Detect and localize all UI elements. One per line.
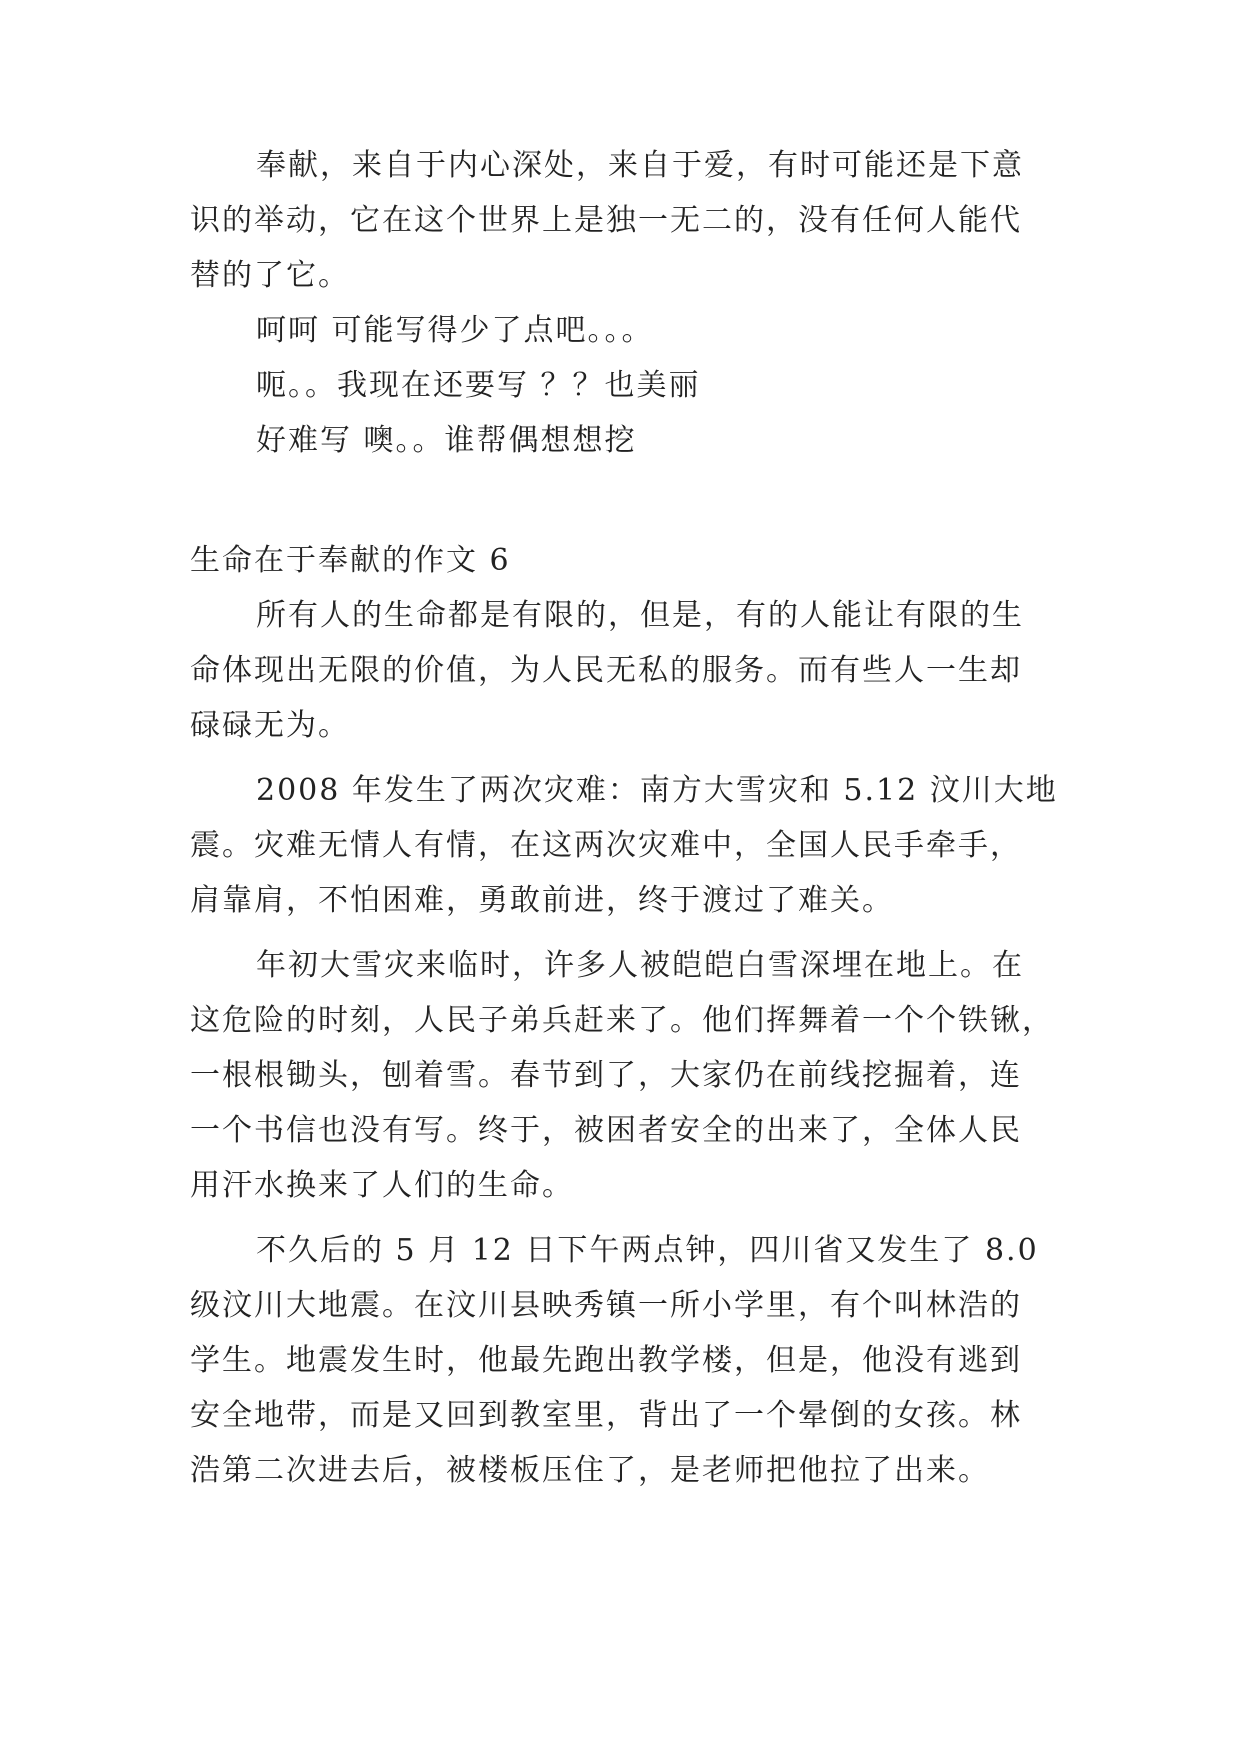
paragraph-line: 肩靠肩，不怕困难，勇敢前进，终于渡过了难关。 [190, 883, 894, 918]
paragraph-line: 识的举动，它在这个世界上是独一无二的，没有任何人能代 [190, 203, 1022, 238]
paragraph-line: 呃。。我现在还要写 ？？也美丽 [256, 368, 701, 403]
paragraph-line: 2008 年发生了两次灾难：南方大雪灾和 5.12 汶川大地 [256, 773, 1058, 808]
paragraph-line: 年初大雪灾来临时，许多人被皑皑白雪深埋在地上。在 [256, 948, 1024, 983]
paragraph-line: 级汶川大地震。在汶川县映秀镇一所小学里，有个叫林浩的 [190, 1288, 1022, 1323]
paragraph-line: 用汗水换来了人们的生命。 [190, 1168, 574, 1203]
paragraph-line: 碌碌无为。 [190, 708, 350, 743]
paragraph-line: 奉献，来自于内心深处，来自于爱，有时可能还是下意 [256, 148, 1024, 183]
paragraph-line: 替的了它。 [190, 258, 350, 293]
paragraph-line: 学生。地震发生时，他最先跑出教学楼，但是，他没有逃到 [190, 1343, 1022, 1378]
paragraph-line: 所有人的生命都是有限的，但是，有的人能让有限的生 [256, 598, 1024, 633]
paragraph-line: 这危险的时刻，人民子弟兵赶来了。他们挥舞着一个个铁锹， [190, 1003, 1054, 1038]
paragraph-line: 一个书信也没有写。终于，被困者安全的出来了，全体人民 [190, 1113, 1022, 1148]
paragraph-line: 浩第二次进去后，被楼板压住了，是老师把他拉了出来。 [190, 1453, 990, 1488]
paragraph-line: 不久后的 5 月 12 日下午两点钟，四川省又发生了 8.0 [256, 1233, 1039, 1268]
paragraph-line: 震。灾难无情人有情，在这两次灾难中，全国人民手牵手， [190, 828, 1022, 863]
section-heading: 生命在于奉献的作文 6 [190, 543, 511, 578]
paragraph-line: 呵呵 可能写得少了点吧。。。 [256, 313, 654, 348]
paragraph-line: 命体现出无限的价值，为人民无私的服务。而有些人一生却 [190, 653, 1022, 688]
paragraph-line: 好难写 噢。。谁帮偶想想挖 [256, 423, 637, 458]
paragraph-line: 安全地带，而是又回到教室里，背出了一个晕倒的女孩。林 [190, 1398, 1022, 1433]
paragraph-line: 一根根锄头，刨着雪。春节到了，大家仍在前线挖掘着，连 [190, 1058, 1022, 1093]
